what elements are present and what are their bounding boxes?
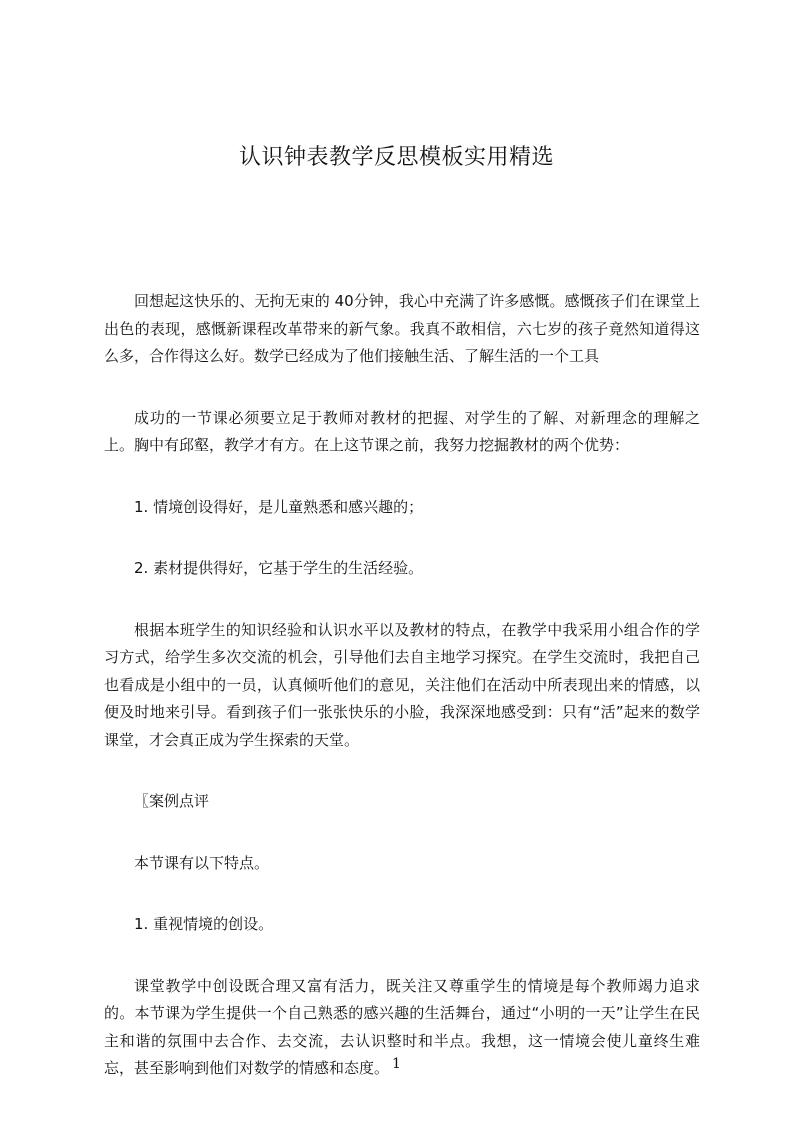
section-heading-case-review: 〖案例点评 xyxy=(134,792,210,810)
list-item-3: 1. 重视情境的创设。 xyxy=(134,915,274,933)
list-item-1: 1. 情境创设得好，是儿童熟悉和感兴趣的； xyxy=(134,497,424,516)
paragraph-2: 成功的一节课必须要立足于教师对教材的把握、对学生的了解、对新理念的理解之上。胸中有邱壑，教学才有方。在上这节课之前，我努力挖掘教材的两个优势： xyxy=(104,408,700,454)
page-number: 1 xyxy=(392,1056,401,1072)
document-title: 认识钟表教学反思模板实用精选 xyxy=(238,145,554,170)
paragraph-4: 课堂教学中创设既合理又富有活力，既关注又尊重学生的情境是每个教师竭力追求的。本节课为学生提供一个自己熟悉的感兴趣的生活舞台，通过“小明的一天”让学生在民主和谐的氛围中去合作、去交流，去认识整时和半点。我想，这一情境会使儿童终生难忘，甚至影响到他们对数学的情感和态度。 xyxy=(104,976,700,1077)
paragraph-3: 根据本班学生的知识经验和认识水平以及教材的特点，在教学中我采用小组合作的学习方式，给学生多次交流的机会，引导他们去自主地学习探究。在学生交流时，我把自己也看成是小组中的一员，认真倾听他们的意见，关注他们在活动中所表现出来的情感，以便及时地来引导。看到孩子们一张张快乐的小脸，我深深地感受到：只有“活”起来的数学课堂，才会真正成为学生探索的天堂。 xyxy=(104,620,700,749)
list-item-2: 2. 素材提供得好，它基于学生的生活经验。 xyxy=(134,559,424,577)
paragraph-1: 回想起这快乐的、无拘无束的 40分钟，我心中充满了许多感慨。感慨孩子们在课堂上出色的表现，感慨新课程改革带来的新气象。我真不敢相信，六七岁的孩子竟然知道得这么多，合作得这么好。数学已经成为了他们接触生活、了解生活的一个工具 xyxy=(104,292,700,365)
section-intro: 本节课有以下特点。 xyxy=(134,853,270,872)
document-body xyxy=(104,288,700,1117)
